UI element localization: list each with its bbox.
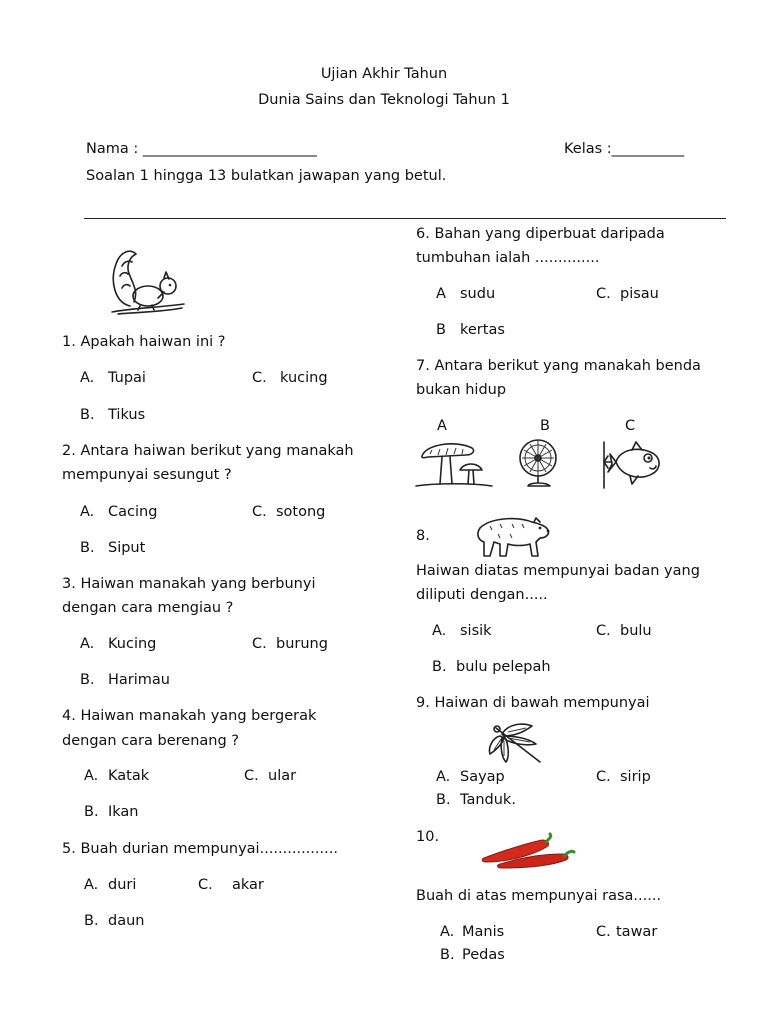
q3-option-c-letter: C. [252, 636, 267, 652]
q9-option-b-letter: B. [436, 792, 451, 808]
q1-option-a[interactable]: Tupai [108, 370, 146, 386]
question-5-text: 5. Buah durian mempunyai................. [62, 841, 338, 857]
q6-option-b-letter: B [436, 322, 446, 338]
q9-option-c[interactable]: sirip [620, 769, 651, 785]
q10-option-c-letter: C. [596, 924, 611, 940]
q3-option-a[interactable]: Kucing [108, 636, 157, 652]
name-field[interactable]: Nama : ________________________ [86, 141, 317, 157]
instruction-text: Soalan 1 hingga 13 bulatkan jawapan yang betul. [86, 168, 447, 184]
q8-option-c-letter: C. [596, 623, 611, 639]
question-6-line-2: tumbuhan ialah .............. [416, 250, 600, 266]
q3-option-a-letter: A. [80, 636, 95, 652]
question-2-line-2: mempunyai sesungut ? [62, 467, 232, 483]
q3-option-c[interactable]: burung [276, 636, 328, 652]
question-3-line-2: dengan cara mengiau ? [62, 600, 234, 616]
q4-option-a-letter: A. [84, 768, 99, 784]
q4-option-b[interactable]: Ikan [108, 804, 139, 820]
q1-option-c-letter: C. [252, 370, 267, 386]
q6-option-a-letter: A [436, 286, 446, 302]
question-7-line-2: bukan hidup [416, 382, 507, 398]
q10-option-a[interactable]: Manis [462, 924, 505, 940]
q5-option-c-letter: C. [198, 877, 213, 893]
question-7-line-1: 7. Antara berikut yang manakah benda [416, 358, 701, 374]
q3-option-b[interactable]: Harimau [108, 672, 170, 688]
q2-option-a-letter: A. [80, 504, 95, 520]
q2-option-c-letter: C. [252, 504, 267, 520]
q10-option-b[interactable]: Pedas [462, 947, 505, 963]
dragonfly-icon [488, 724, 548, 766]
q6-option-c-letter: C. [596, 286, 611, 302]
question-4-line-1: 4. Haiwan manakah yang bergerak [62, 708, 317, 724]
q10-option-a-letter: A. [440, 924, 455, 940]
question-10-number: 10. [416, 829, 440, 845]
q4-option-c[interactable]: ular [268, 768, 297, 784]
mushroom-icon[interactable] [416, 440, 492, 490]
exam-title: Ujian Akhir Tahun [320, 66, 448, 82]
q8-option-c[interactable]: bulu [620, 623, 652, 639]
q1-option-c[interactable]: kucing [280, 370, 328, 386]
q9-option-b[interactable]: Tanduk. [460, 792, 516, 808]
q7-label-c: C [625, 418, 636, 434]
q2-option-b-letter: B. [80, 540, 95, 556]
header-divider [84, 218, 726, 219]
q7-label-b: B [540, 418, 550, 434]
question-1-text: 1. Apakah haiwan ini ? [62, 334, 226, 350]
q9-option-a[interactable]: Sayap [460, 769, 505, 785]
q2-option-a[interactable]: Cacing [108, 504, 158, 520]
q6-option-b[interactable]: kertas [460, 322, 505, 338]
q8-option-b[interactable]: bulu pelepah [456, 659, 551, 675]
question-10-text: Buah di atas mempunyai rasa...... [416, 888, 662, 904]
q8-option-a-letter: A. [432, 623, 447, 639]
q5-option-a-letter: A. [84, 877, 99, 893]
q9-option-c-letter: C. [596, 769, 611, 785]
question-6-line-1: 6. Bahan yang diperbuat daripada [416, 226, 665, 242]
question-9-text: 9. Haiwan di bawah mempunyai [416, 695, 650, 711]
q6-option-c[interactable]: pisau [620, 286, 659, 302]
squirrel-icon [108, 246, 188, 322]
q1-option-b[interactable]: Tikus [108, 407, 146, 423]
q8-option-a[interactable]: sisik [460, 623, 492, 639]
fish-icon[interactable] [598, 438, 664, 492]
q4-option-c-letter: C. [244, 768, 259, 784]
question-3-line-1: 3. Haiwan manakah yang berbunyi [62, 576, 316, 592]
question-2-line-1: 2. Antara haiwan berikut yang manakah [62, 443, 354, 459]
fan-icon[interactable] [516, 436, 564, 490]
q10-option-c[interactable]: tawar [616, 924, 658, 940]
q5-option-b-letter: B. [84, 913, 99, 929]
q6-option-a[interactable]: sudu [460, 286, 496, 302]
q7-label-a: A [437, 418, 447, 434]
q3-option-b-letter: B. [80, 672, 95, 688]
class-field[interactable]: Kelas :__________ [564, 141, 685, 157]
q2-option-b[interactable]: Siput [108, 540, 146, 556]
question-4-line-2: dengan cara berenang ? [62, 733, 239, 749]
q9-option-a-letter: A. [436, 769, 451, 785]
q5-option-c[interactable]: akar [232, 877, 264, 893]
q1-option-a-letter: A. [80, 370, 95, 386]
q8-option-b-letter: B. [432, 659, 447, 675]
chili-icon [480, 832, 576, 870]
exam-subtitle: Dunia Sains dan Teknologi Tahun 1 [258, 92, 510, 108]
bear-icon [470, 512, 552, 560]
q2-option-c[interactable]: sotong [276, 504, 326, 520]
q4-option-a[interactable]: Katak [108, 768, 150, 784]
question-8-line-2: diliputi dengan..... [416, 587, 548, 603]
question-8-line-1: Haiwan diatas mempunyai badan yang [416, 563, 700, 579]
q1-option-b-letter: B. [80, 407, 95, 423]
q4-option-b-letter: B. [84, 804, 99, 820]
question-8-number: 8. [416, 528, 430, 544]
q10-option-b-letter: B. [440, 947, 455, 963]
q5-option-a[interactable]: duri [108, 877, 137, 893]
q5-option-b[interactable]: daun [108, 913, 145, 929]
